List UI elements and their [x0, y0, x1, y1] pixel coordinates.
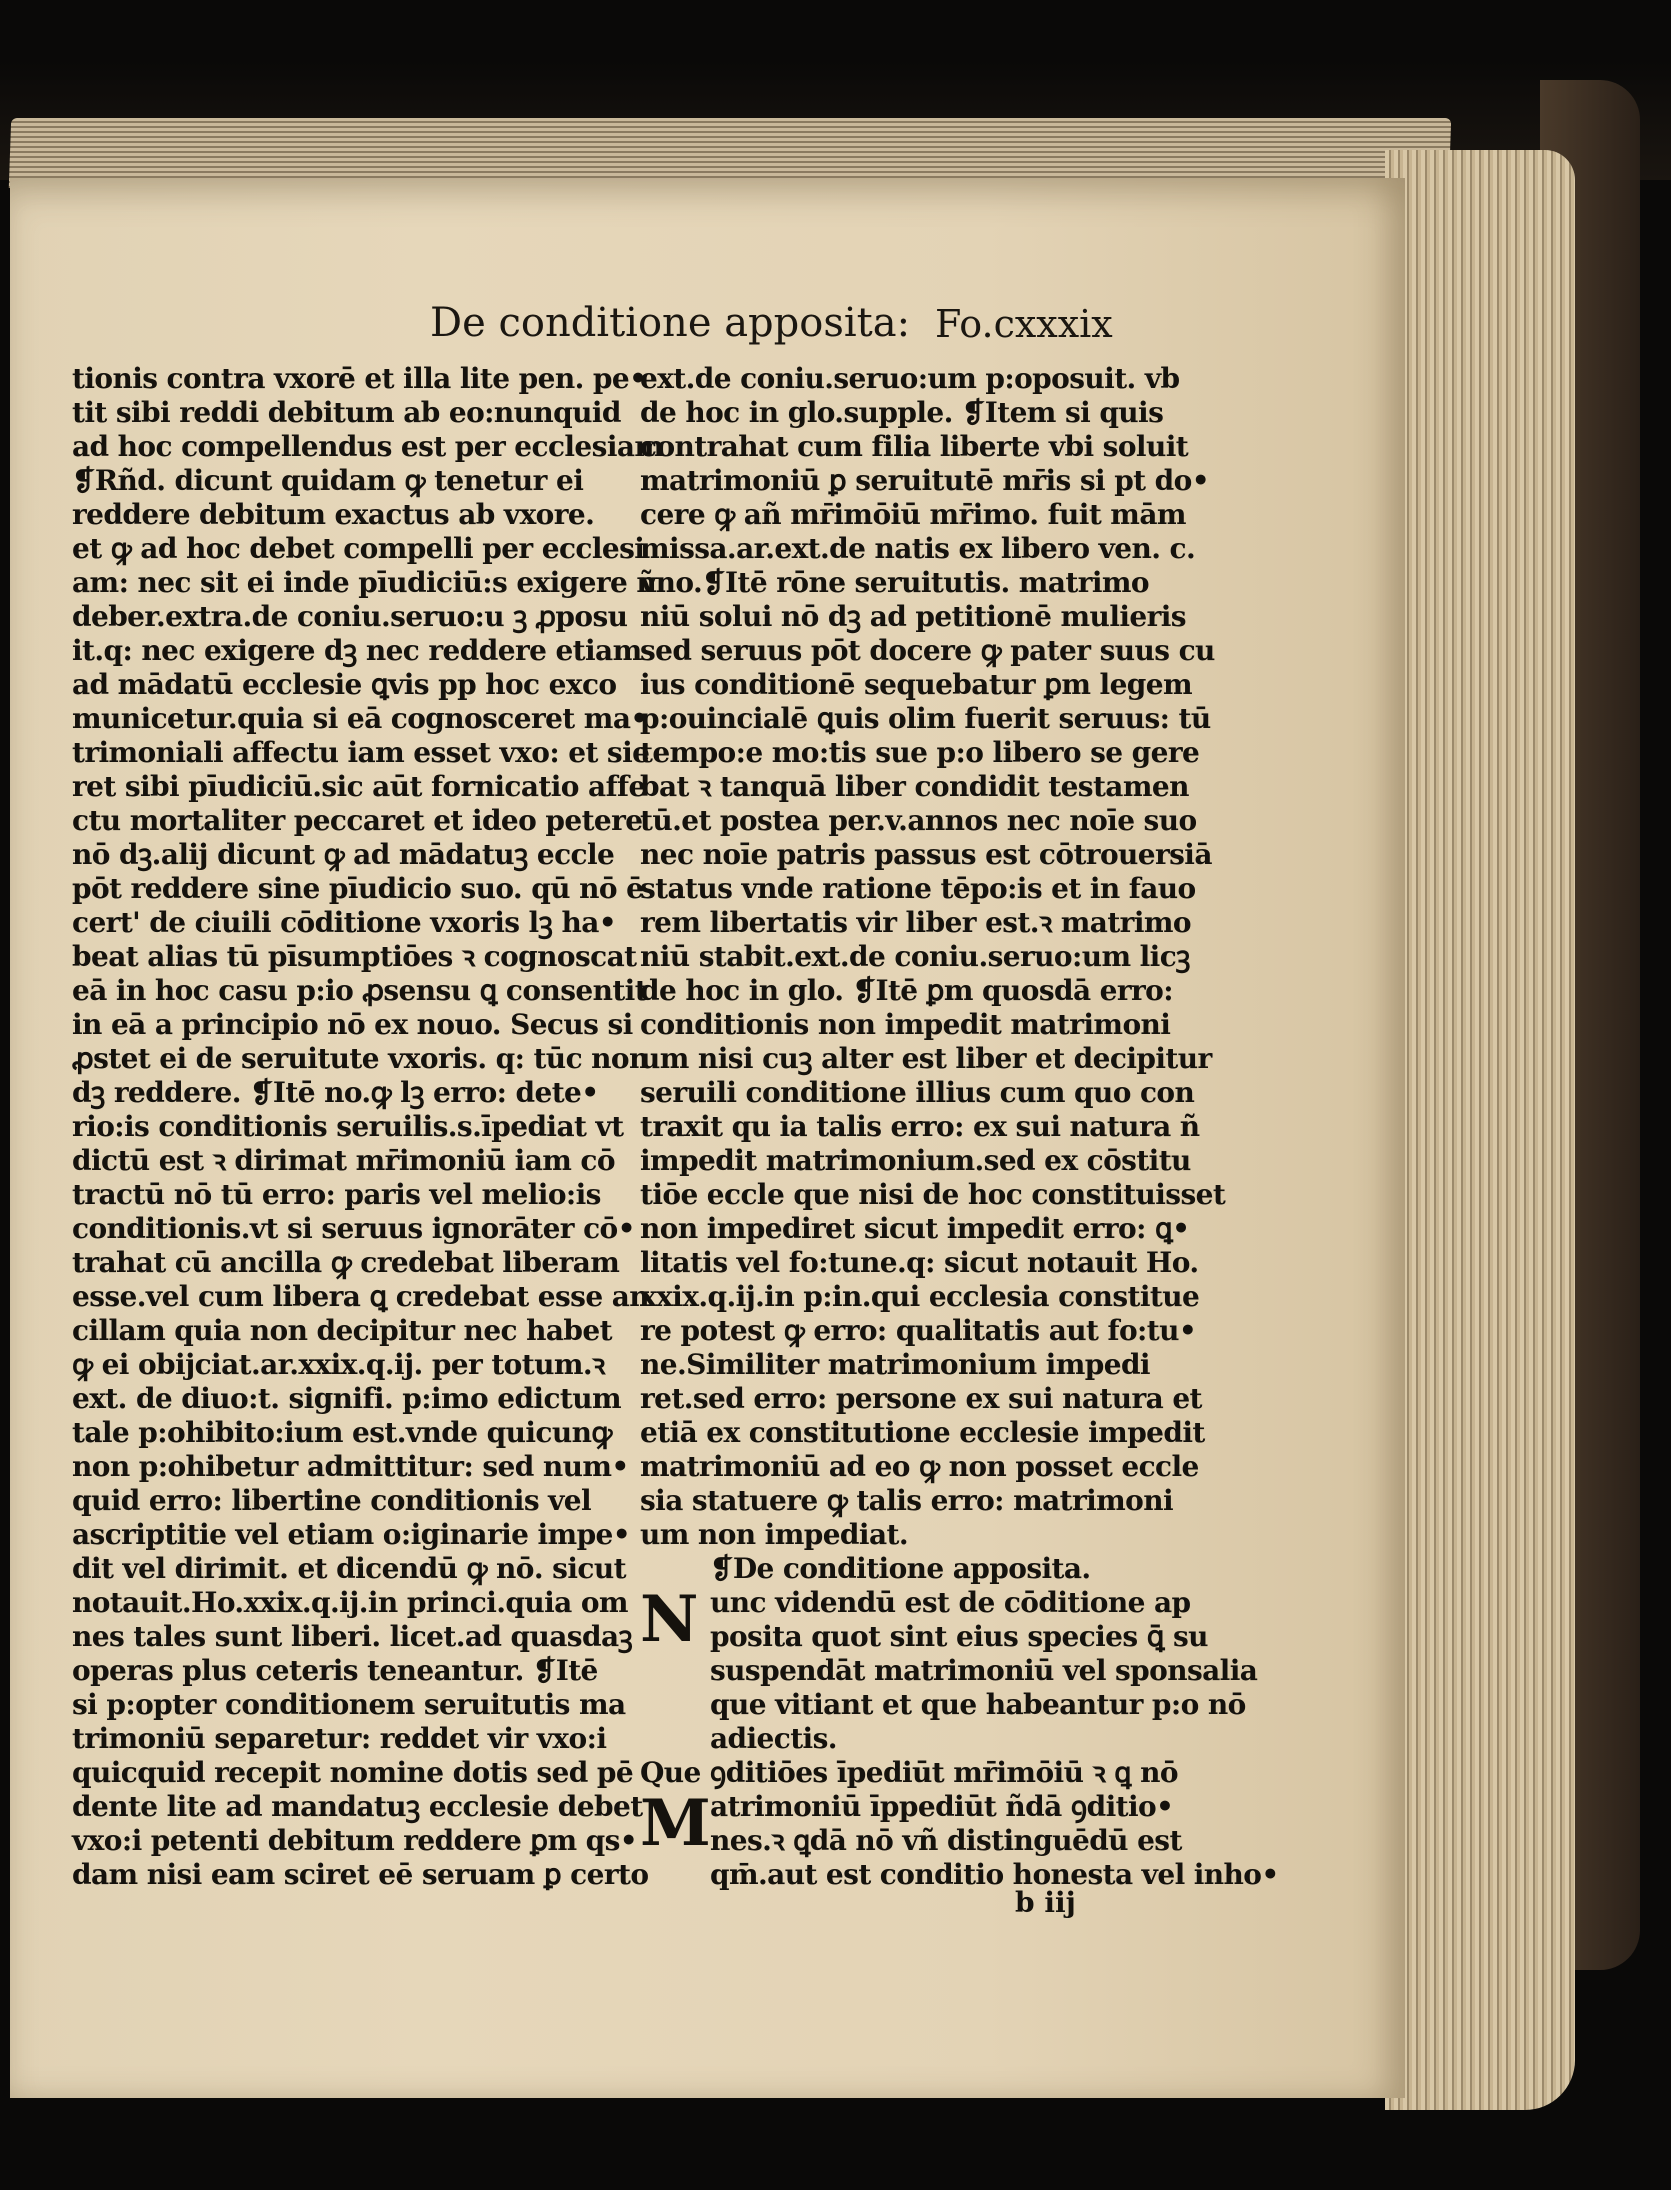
text-line: quicquid recepit nomine dotis sed pē — [72, 1756, 634, 1789]
text-line: re potest ꝙ erro: qualitatis aut fo:tu• — [640, 1314, 1197, 1347]
text-line: dam nisi eam sciret eē seruam ꝑ certo — [72, 1858, 649, 1891]
right-text-column — [640, 362, 1279, 1892]
text-line: trimoniali affectu iam esset vxo: et sie — [72, 736, 650, 769]
text-line: et ꝙ ad hoc debet compelli per ecclesi — [72, 532, 645, 565]
text-line: beat alias tū pīsumptiōes ꝛ cognoscat — [72, 940, 637, 973]
text-line: nec noīe patris passus est cōtrouersiā — [640, 838, 1212, 871]
text-line: de hoc in glo.supple. ❡Item si quis — [640, 396, 1164, 429]
text-line: um nisi cuꝫ alter est liber et decipitur — [640, 1042, 1212, 1075]
text-line: ad mādatū ecclesie ꝗvis pp hoc exco — [72, 668, 617, 701]
text-line: tempo:e mo:tis sue p:o libero se gere — [640, 736, 1200, 769]
text-line: tractū nō tū erro: paris vel melio:is — [72, 1178, 601, 1211]
text-line: status vnde ratione tēpo:is et in fauo — [640, 872, 1196, 905]
paragraph-conditione — [640, 1582, 1258, 1756]
text-line: pōt reddere sine pīudicio suo. qū nō ē — [72, 872, 644, 905]
section-heading-2: Que ꝯditiōes īpediūt mr̄imōiū ꝛ ꝗ nō — [640, 1756, 1178, 1789]
text-line: etiā ex constitutione ecclesie impedit — [640, 1416, 1205, 1449]
paragraph-lines — [710, 1790, 1279, 1892]
page-edges-right — [1385, 150, 1575, 2110]
text-line: qm̄.aut est conditio honesta vel inho• — [710, 1858, 1279, 1891]
paragraph-matrimonium — [640, 1786, 1279, 1892]
text-line: dit vel dirimit. et dicendū ꝙ nō. sicut — [72, 1552, 626, 1585]
text-line: non impediret sicut impedit erro: ꝗ• — [640, 1212, 1190, 1245]
running-title: De conditione apposita: — [430, 300, 911, 346]
text-line: am: nec sit ei inde pīudiciū:s exigere ñ — [72, 566, 657, 599]
text-line: nes tales sunt liberi. licet.ad quasdaꝫ — [72, 1620, 633, 1653]
text-line: dente lite ad mandatuꝫ ecclesie debet — [72, 1790, 643, 1823]
text-line: si p:opter conditionem seruitutis ma — [72, 1688, 626, 1721]
text-line: quid erro: libertine conditionis vel — [72, 1484, 592, 1517]
text-line: sia statuere ꝙ talis erro: matrimoni — [640, 1484, 1174, 1517]
text-line: notauit.Ho.xxix.q.ij.in princi.quia om — [72, 1586, 628, 1619]
text-line: cillam quia non decipitur nec habet — [72, 1314, 612, 1347]
text-line: non p:ohibetur admittitur: sed num• — [72, 1450, 629, 1483]
text-line: matrimoniū ꝑ seruitutē mr̄is si pt do• — [640, 464, 1210, 497]
text-line: tū.et postea per.v.annos nec noīe suo — [640, 804, 1197, 837]
text-line: reddere debitum exactus ab vxore. — [72, 498, 595, 531]
text-line: p:ouincialē ꝗuis olim fuerit seruus: tū — [640, 702, 1211, 735]
text-line: rem libertatis vir liber est.ꝛ matrimo — [640, 906, 1191, 939]
text-line: rio:is conditionis seruilis.s.īpediat vt — [72, 1110, 624, 1143]
text-line: dictū est ꝛ dirimat mr̄imoniū iam cō — [72, 1144, 615, 1177]
text-line: adiectis. — [710, 1722, 837, 1755]
text-line: ne.Similiter matrimonium impedi — [640, 1348, 1150, 1381]
text-line: ascriptitie vel etiam o:iginarie impe• — [72, 1518, 631, 1551]
signature-mark: b iij — [1015, 1886, 1076, 1919]
text-line: sed seruus pōt docere ꝙ pater suus cu — [640, 634, 1215, 667]
left-text-column — [72, 362, 664, 1892]
text-line: um non impediat. — [640, 1518, 908, 1551]
text-line: que vitiant et que habeantur p:o nō — [710, 1688, 1246, 1721]
text-line: ret.sed erro: persone ex sui natura et — [640, 1382, 1202, 1415]
text-line: trahat cū ancilla ꝙ credebat liberam — [72, 1246, 620, 1279]
folio-number: Fo.cxxxix — [935, 302, 1113, 346]
text-line: suspendāt matrimoniū vel sponsalia — [710, 1654, 1258, 1687]
text-line: trimoniū separetur: reddet vir vxo:i — [72, 1722, 607, 1755]
text-line: ꝓstet ei de seruitute vxoris. q: tūc non — [72, 1042, 649, 1075]
section-heading: ❡De conditione apposita. — [710, 1552, 1091, 1585]
text-line: operas plus ceteris teneantur. ❡Itē — [72, 1654, 598, 1687]
text-line: in eā a principio nō ex nouo. Secus si — [72, 1008, 633, 1041]
text-line: posita quot sint eius species ꝗ̄ su — [710, 1620, 1208, 1653]
text-line: conditionis.vt si seruus ignorāter cō• — [72, 1212, 635, 1245]
text-line: seruili conditione illius cum quo con — [640, 1076, 1195, 1109]
text-line: bat ꝛ tanquā liber condidit testamen — [640, 770, 1189, 803]
text-line: de hoc in glo. ❡Itē ꝑm quosdā erro: — [640, 974, 1173, 1007]
text-line: tionis contra vxorē et illa lite pen. pe• — [72, 362, 647, 395]
text-line: ret sibi pīudiciū.sic aūt fornicatio affe — [72, 770, 646, 803]
text-line: traxit qu ia talis erro: ex sui natura ñ — [640, 1110, 1200, 1143]
text-line: conditionis non impedit matrimoni — [640, 1008, 1171, 1041]
text-line: niū solui nō dꝫ ad petitionē mulieris — [640, 600, 1186, 633]
text-line: contrahat cum filia liberte vbi soluit — [640, 430, 1189, 463]
text-line: cere ꝙ añ mr̄imōiū mr̄imo. fuit mām — [640, 498, 1186, 531]
text-line: ad hoc compellendus est per ecclesiam — [72, 430, 664, 463]
text-line: tiōe eccle que nisi de hoc constituisset — [640, 1178, 1226, 1211]
text-line: niū stabit.ext.de coniu.seruo:um licꝫ — [640, 940, 1190, 973]
text-line: atrimoniū īppediūt ñdā ꝯditio• — [710, 1790, 1174, 1823]
text-line: ius conditionē sequebatur ꝑm legem — [640, 668, 1193, 701]
text-line: municetur.quia si eā cognosceret ma• — [72, 702, 648, 735]
text-line: eā in hoc casu p:io ꝓsensu ꝗ consentit — [72, 974, 648, 1007]
text-line: matrimoniū ad eo ꝙ non posset eccle — [640, 1450, 1199, 1483]
text-line: it.q: nec exigere dꝫ nec reddere etiam — [72, 634, 642, 667]
text-line: tit sibi reddi debitum ab eo:nunquid — [72, 396, 621, 429]
text-line: missa.ar.ext.de natis ex libero ven. c. — [640, 532, 1196, 565]
text-line: ext.de coniu.seruo:um p:oposuit. vb — [640, 362, 1180, 395]
text-line: ctu mortaliter peccaret et ideo petere — [72, 804, 643, 837]
text-line: dꝫ reddere. ❡Itē no.ꝙ lꝫ erro: dete• — [72, 1076, 599, 1109]
text-line: impedit matrimonium.sed ex cōstitu — [640, 1144, 1191, 1177]
text-line: nes.ꝛ ꝗdā nō vñ distinguēdū est — [710, 1824, 1182, 1857]
text-line: tale p:ohibito:ium est.vnde quicunꝙ — [72, 1416, 612, 1449]
text-line: vno.❡Itē rōne seruitutis. matrimo — [640, 566, 1150, 599]
text-line: deber.extra.de coniu.seruo:u ꝫ ꝓposu — [72, 600, 628, 633]
text-line: litatis vel fo:tune.q: sicut notauit Ho. — [640, 1246, 1199, 1279]
text-line: ꝙ ei obijciat.ar.xxix.q.ij. per totum.ꝛ — [72, 1348, 605, 1381]
drop-initial-m: M — [640, 1786, 711, 1861]
drop-initial-n: N — [640, 1582, 698, 1657]
right-column-lines — [640, 362, 1226, 1552]
paragraph-lines — [710, 1586, 1258, 1756]
text-line: unc videndū est de cōditione ap — [710, 1586, 1191, 1619]
page-header — [430, 300, 1330, 360]
text-line: vxo:i petenti debitum reddere ꝑm qs• — [72, 1824, 638, 1857]
text-line: esse.vel cum libera ꝗ credebat esse an — [72, 1280, 649, 1313]
text-line: cert' de ciuili cōditione vxoris lꝫ ha• — [72, 906, 617, 939]
text-line: xxix.q.ij.in p:in.qui ecclesia constitue — [640, 1280, 1200, 1313]
text-line: ❡Rñd. dicunt quidam ꝙ tenetur ei — [72, 464, 584, 497]
text-line: nō dꝫ.alij dicunt ꝙ ad mādatuꝫ eccle — [72, 838, 615, 871]
text-line: ext. de diuo:t. signifi. p:imo edictum — [72, 1382, 622, 1415]
